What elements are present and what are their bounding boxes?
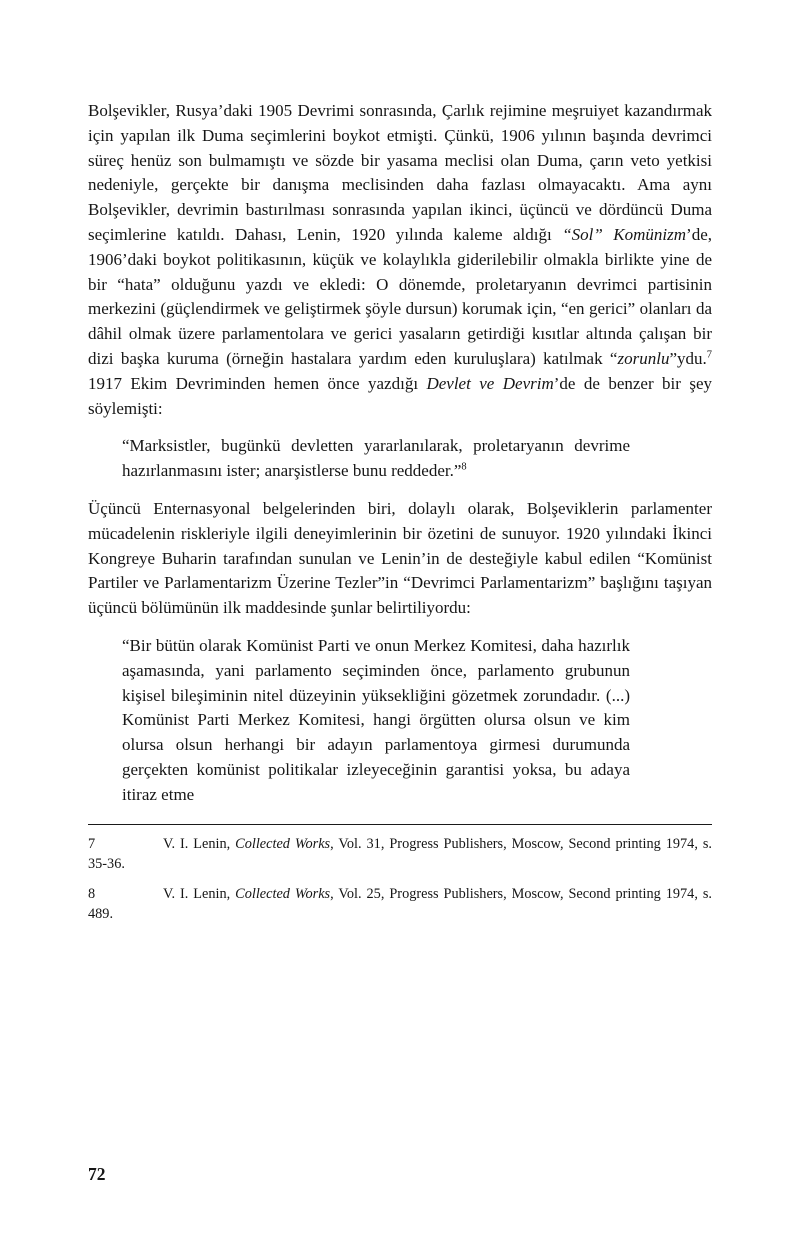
page-text	[88, 99, 712, 925]
text-run: ’de, 1906’daki boykot politikasının, küçük ve kolaylıkla giderilebilir olmakla birlikte yine de bir “hata” olduğunu yazdı ve ekledi: O dönemde, proletaryanın devrimci partisinin merkezini (güçlendirmek ve geliştirmek şöyle dursun) korumak için, “en gerici” olanları da dâhil olmak üzere parlamentolara ve gerici yasaların getirdiği kısıtlar altında çalışan bir dizi başka kuruma (örneğin hastalara yardım eden kuruluşlara) katılmak “	[88, 224, 712, 368]
footnote	[88, 834, 712, 875]
text-run: “Marksistler, bugünkü devletten yararlanılarak, proletaryanın devrime hazırlanmasını ister; anarşistlerse bunu reddeder.”	[122, 436, 630, 481]
text-run: Bolşevikler, Rusya’daki 1905 Devrimi sonrasında, Çarlık rejimine meşruiyet kazandırmak için yapılan ilk Duma seçimlerini boykot etmişti. Çünkü, 1906 yılının başında devrimci süreç henüz son bulmamıştı ve sözde bir yasama meclisi olan Duma, çarın veto yetkisi nedeniyle, gerçekte bir danışma meclisinden daha fazlası olmayacaktı. Ama aynı Bolşevikler, devrimin bastırılması sonrasında yapılan ikinci, üçüncü ve dördüncü Duma seçimlerine katıldı. Dahası, Lenin, 1920 yılında kaleme aldığı	[88, 101, 712, 244]
footnote-ref: 7	[706, 349, 712, 361]
text-run: V. I. Lenin,	[163, 885, 236, 902]
text-run: ”ydu.	[669, 348, 707, 368]
paragraphs	[88, 99, 712, 808]
text-run: 1917 Ekim Devriminden hemen önce yazdığı	[88, 373, 427, 393]
italic-text: Collected Works	[235, 885, 331, 902]
text-run: “Bir bütün olarak Komünist Parti ve onun Merkez Komitesi, daha hazırlık aşamasında, yani parlamento seçiminden önce, parlamento grubunun kişisel bileşiminin nitel düzeyinin yüksekliğini gözetmek zorundadır. (...) Komünist Parti Merkez Komitesi, hangi örgütten olursa olsun ve kim olursa olsun herhangi bir adayın parlamentoya girmesi durumunda gerçekten komünist politikalar izleyeceğinin garantisi yoksa, bu adaya itiraz etme	[122, 635, 630, 804]
body-paragraph	[88, 497, 712, 621]
footnote-ref: 8	[461, 461, 467, 473]
text-run: Üçüncü Enternasyonal belgelerinden biri, dolaylı olarak, Bolşeviklerin parlamenter mücadelenin riskleriyle ilgili deneyimlerinin bir özetini de sunuyor. 1920 yılındaki İkinci Kongreye Buharin tarafından sunulan ve Lenin’in de desteğiyle kabul edilen “Komünist Partiler ve Parlamentarizm Üzerine Tezler”in “Devrimci Parlamentarizm” başlığını taşıyan üçüncü bölümünün ilk maddesinde şunlar belirtiliyordu:	[88, 498, 712, 618]
block-quote	[122, 434, 630, 484]
body-paragraph	[88, 99, 712, 421]
footnote-number: 8	[88, 885, 96, 902]
text-run: , Vol. 25, Progress Publishers, Moscow, Second printing 1974, s. 489.	[88, 885, 712, 923]
text-run: , Vol. 31, Progress Publishers, Moscow, Second printing 1974, s. 35-36.	[88, 835, 712, 873]
italic-text: Devlet ve Devrim	[426, 373, 554, 393]
block-quote	[122, 634, 630, 808]
footnote	[88, 884, 712, 925]
text-run: V. I. Lenin,	[163, 835, 236, 852]
italic-text: zorunlu	[617, 348, 670, 368]
text-run: ’de de benzer bir şey söylemişti:	[88, 373, 712, 418]
italic-text: Collected Works	[235, 835, 331, 852]
page-number: 72	[88, 1164, 106, 1184]
footnotes	[88, 834, 712, 925]
footnote-separator	[88, 824, 712, 825]
italic-text: “Sol” Komünizm	[562, 224, 687, 244]
footnote-number: 7	[88, 835, 96, 852]
